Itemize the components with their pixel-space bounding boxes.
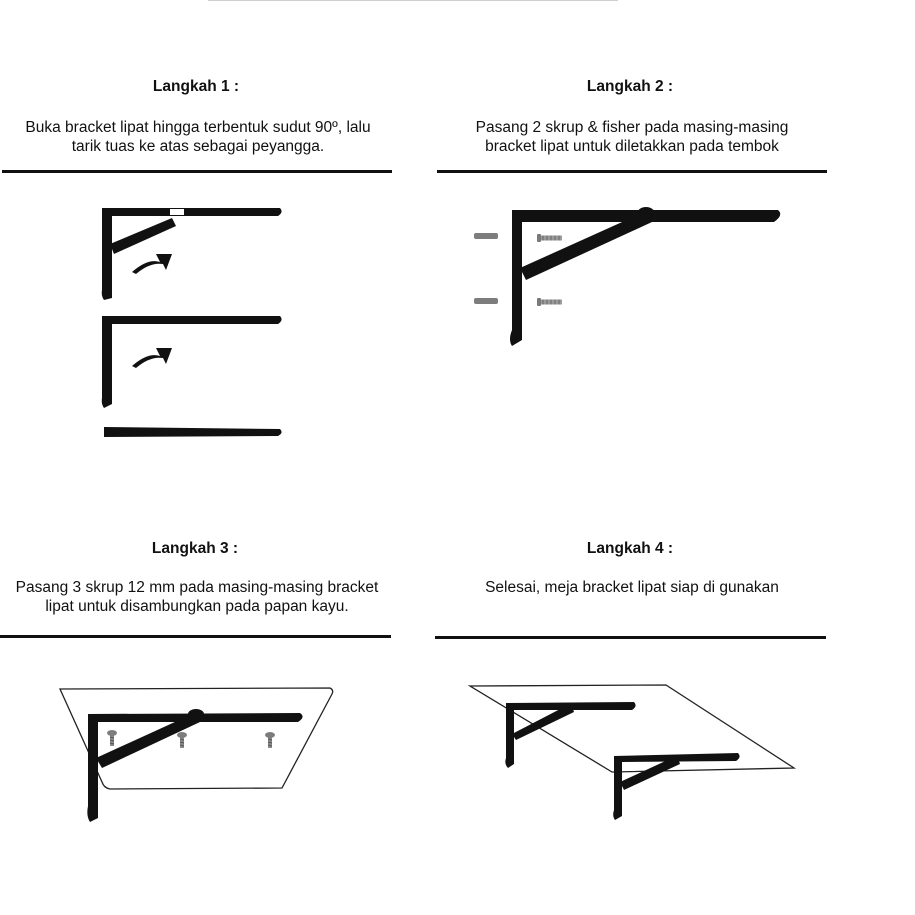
step-1-desc-line-1: Buka bracket lipat hingga terbentuk sudut 90º, lalu	[25, 119, 371, 136]
step-3-desc-line-2: lipat untuk disambungkan pada papan kayu.	[45, 598, 349, 615]
step-4-desc-line-1: Selesai, meja bracket lipat siap di gunakan	[485, 579, 779, 596]
arrow-up-icon	[132, 254, 172, 274]
step-3-desc-line-1: Pasang 3 skrup 12 mm pada masing-masing bracket	[15, 579, 379, 596]
step-3-title: Langkah 3 :	[151, 540, 239, 557]
step-2-title: Langkah 2 :	[586, 78, 674, 95]
step-1-desc-line-2: tarik tuas ke atas sebagai peyangga.	[71, 138, 325, 155]
bracket-icon	[613, 753, 739, 820]
step-2-desc-line-2: bracket lipat untuk diletakkan pada tembok	[485, 138, 779, 155]
step-2-desc-line-1: Pasang 2 skrup & fisher pada masing-masing	[475, 119, 789, 136]
wall-plug-icon	[474, 233, 498, 304]
arrow-up-icon	[132, 348, 172, 368]
step-4-title: Langkah 4 :	[586, 540, 674, 557]
bracket-open-icon	[102, 208, 282, 300]
bracket-folded-icon	[104, 427, 282, 437]
bracket-icon	[510, 207, 780, 346]
bracket-icon	[87, 709, 302, 822]
wood-board-icon	[60, 688, 333, 789]
step-1-title: Langkah 1 :	[152, 78, 240, 95]
bracket-half-icon	[102, 316, 282, 408]
